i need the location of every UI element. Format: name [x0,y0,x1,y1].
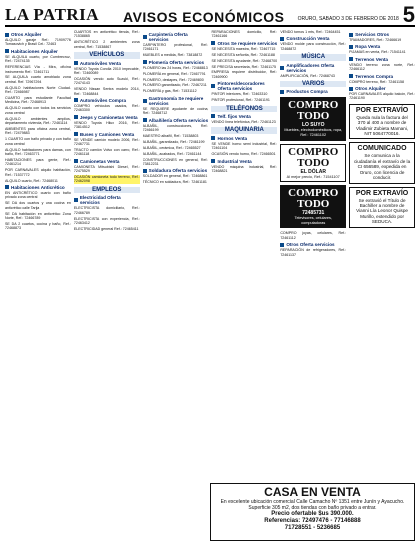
ad-columns [5,30,415,544]
classified-ad: AMBIENTES para oficina zona central, Ref.: 72479883 [5,127,71,136]
category-heading: Terrenos Compra [349,74,415,79]
square-icon [5,49,9,53]
square-icon [74,98,78,102]
category-heading: Automóviles Compra [74,98,140,103]
section-title: AVISOS ECONÓMICOS [123,9,285,25]
classified-ad: COMPRO vehículos usados, Ref.: 72463300 [73,103,140,113]
classified-ad: PINTOR interiores, Ref.: 72463310 [211,92,268,97]
classified-ad: CONSTRUCCIONES en general, Ref.: 73812231 [142,157,209,166]
classified-ad: REFERENCIAS Vía - Mira, oficina instrumento Ref.: 72461711 [5,65,71,74]
classified-ad: AMPLIFICACIÓN, Ref.: 72468743 [280,73,335,78]
classified-ad: SE NECESITA maestra, Ref.: 72467715 [211,46,276,51]
category-heading: Habitaciones Anticrético [5,185,71,190]
classified-ad: VENDO molde para construcción, Ref.: 72468872 [280,42,347,51]
square-icon [211,136,215,140]
classified-ad: SE VENDE horno semi industrial, Ref.: 72461104 [211,141,278,151]
notice-box-comunicado: COMUNICADO Se comunica a la ciudadanía el extravío de la CI 656589, expedida en Oruro, con licencia de conducir. [349,142,415,183]
square-icon [349,74,353,78]
category-heading: Camionetas Venta [74,159,140,164]
square-icon [74,159,78,163]
classified-ad: TRACTO camión Volvo con carro, Ref.: 72461118 [73,147,140,157]
section-banner-maquinaria: MAQUINARIA [211,127,277,133]
square-icon [5,33,9,37]
section-banner-telefonos: TELÉFONOS [211,106,277,112]
classified-ad: HABITACIONES para gente, Ref.: 72461214 [5,157,71,167]
section-banner-vehiculos: VEHÍCULOS [74,52,140,58]
category-heading: Servicios Otros [349,32,415,37]
category-heading: Productos Compra [280,89,346,94]
classified-ad: SE REQUIERE ayudante de cocina, Ref.: 72468712 [142,106,209,116]
classified-ad: TRAMADORES, Ref.: 72466619 [349,38,402,42]
square-icon [211,114,215,118]
category-heading: Automóviles Venta [74,61,140,66]
display-ad-casa-en-venta: CASA EN VENTA En excelente ubicación comercial Calle Camacho Nº 1351 entre Junín y Ayacucho. Superficie 305 m2, dos tiendas con baño privado a entrar. Precio ofertable $us 390.000. Referencias: 72497476 - 77146888 71728551 - 5236685 [210,483,415,541]
square-icon [211,41,215,45]
classified-ad: ALQUILO ambientes amplios, departamento vivienda, Ref.: 72461114 [5,116,71,126]
square-icon [211,84,215,88]
classified-ad: ALQUILO garaje Ref.: 71909776 Tomasovich y Brasil Cel.: 72463 [5,38,71,47]
category-heading: Ropa Venta [349,44,415,49]
square-icon [5,185,9,189]
category-heading: Soldadura Oferta servicios [143,168,209,173]
category-heading: Pintores/decoradores Oferta servicios [211,81,277,91]
classified-ad: SE ALQUILA cuarto, por Cumbrecruz, Ref.: 72474135 [5,54,71,64]
classified-ad: SE VENDE camión modelo 2006, Ref.: 72467731 [73,137,140,146]
category-heading: Habitaciones Alquiler [5,49,71,54]
classified-ad: PLOMERO las 24 horas, Ref.: 72468813 [142,65,208,70]
section-banner-musica: MÚSICA [280,54,346,60]
column-1 [5,30,71,544]
page-number: 5 [402,2,415,27]
classified-ad: ALBAÑIL, cerámica, Ref.: 72465527 [142,145,201,150]
square-icon [143,99,147,103]
classified-ad: MAESTRO albañil, Ref.: 71538803 [142,133,199,138]
square-icon [280,243,284,247]
classified-ad: VENDO Toyota Corolla 2010 impecable, Ref.: 72460089 [73,66,140,75]
classified-ad: VENDO terreno zona norte, Ref.: 72466112 [349,62,415,72]
classified-ad: VENDO tornos 1 mts, Ref.: 72464451 [280,30,341,34]
classified-ad: SE DA habitación en anticrético Zona Norte, Ref.: 72466789 [5,211,71,220]
classified-ad: SE DA dos cuartos y una cocina en anticrético calle Tarija [5,201,71,210]
classified-ad: POR CARNAVALES alquilo habitación, Ref.: 71537772 [5,168,71,177]
classified-ad: SE NECESITA señorita, Ref.: 72461188 [211,52,275,57]
notice-box-extravio-factura: POR EXTRAVÍO Queda nula la factura del 370 al 400 a nombre de Vladimir Zubieta Mamani, NIT 5064770016. [349,104,415,140]
classified-ad: TÉCNICO en soldadura, Ref.: 72461181 [142,180,207,185]
page-date: ORURO, SABADO 3 DE FEBRERO DE 2018 [297,16,399,22]
classified-ad: VENDO Toyota Hilux 2016, Ref.: 73814512 [73,120,140,130]
category-heading: Telf. fijos Venta [211,114,277,119]
classified-ad: VENDO línea telefónica, Ref.: 72461123 [211,119,276,124]
classified-ad: ALQUILO habitaciones Norte Ciudad. Ref.: 72466987 [5,85,71,95]
classified-ad: ALQUILO cuarto, Ref.: 72468011 [5,178,58,183]
classified-ad: SOLDADOR en general, Ref.: 72468861 [142,174,208,179]
classified-ad: EN ANTICRÉTICO cuarto con baño privado zona central [5,190,71,200]
category-heading: Albañilería Oferta servicios [143,118,209,123]
category-heading: Hornos Venta [211,136,277,141]
category-heading: Electricidad Oferta servicios [74,195,140,205]
classified-ad: VENDO máquina industrial, Ref.: 72468821 [211,164,278,173]
highlighted-ad: OCASIÓN camioneta todo terreno, Ref.: 72462098 [73,175,140,184]
category-heading: Jeeps y Camionetas Venta [74,115,140,120]
classified-ad: CUARTOS en anticrético tienda, Ref.: 71538865 [73,30,140,39]
square-icon [143,169,147,173]
classified-ad: REPARACIÓN de refrigeradores, Ref.: 72461137 [280,248,347,257]
category-heading: Plomería Oferta servicios [143,60,209,65]
classified-ad: ALBAÑIL, construcciones, Ref.: 72466199 [142,123,209,132]
category-heading: Buses y Camiones Venta [74,132,140,137]
newspaper-name: LA PATRIA [5,5,100,24]
category-heading: Otros Oferta servicios [280,242,346,247]
column-6 [349,30,415,544]
classified-ad: EMPRESA requiere distribuidor, Ref.: 72469900 [211,70,278,79]
classified-ad: MUEBLES a medida, Ref.: 73818872 [142,53,203,58]
classified-ad: ALBAÑIL, garantizado, Ref.: 72461199 [142,139,205,144]
classified-ad: ALQUILO habitaciones para damas, con baño, Ref.: 72463771 [5,147,71,157]
category-heading: Otros Alquiler [5,32,71,37]
classified-ad: SE PRECISA secretaria, Ref.: 72461175 [211,64,276,69]
classified-ad: ELECTRICIDAD general Ref.: 72465411 [73,226,139,231]
classified-ad: PLOMERO garantizado, Ref.: 72467211 [142,83,207,88]
classified-ad: 1 CUARTO con baño privado y con baño zona central [5,137,71,146]
section-banner-varios: VARIOS [280,81,346,87]
display-ad-compro-dolar: COMPRO TODO EL DÓLAR Al mejor precio, Ref.: 71541107 [280,144,346,183]
classified-ad: SE ALQUILA cuarto amoblado zona central. Ref. 72967294 [5,75,71,84]
category-heading: Terrenos Venta [349,57,415,62]
column-5 [280,30,346,544]
category-heading: Construcción Venta [280,36,346,41]
classified-ad: ALBAÑIL, acabados, Ref.: 72461144 [142,151,202,156]
classified-ad: ALQUILO cuarto con todos los servicios zona central [5,106,71,115]
square-icon [349,87,353,91]
display-ad-compro-todo: COMPRO TODO LO SUYO Muebles, electrodomésticos, ropa, Ref.: 72461102 [280,97,346,140]
classified-ad: ELECTRICISTA con experiencia, Ref.: 72463412 [73,216,140,225]
classified-ad: CUARTO para estudiante Facultad Medicina, Ref.: 72468913 [5,96,71,105]
classified-ad: SE NECESITA ayudante, Ref.: 72468700 [211,58,278,63]
section-banner-empleos: EMPLEOS [74,187,140,193]
square-icon [143,118,147,122]
classified-ad: OCASIÓN vendo auto Suzuki, Ref.: 72474143 [73,76,140,86]
column-4 [211,30,277,544]
classified-ad: PLOMERÍA en general, Ref.: 72467791 [142,71,206,76]
square-icon [143,35,147,39]
square-icon [74,61,78,65]
column-2 [74,30,140,544]
classified-ad: SE DA 2 cuartos, cocina y baño, Ref.: 72468873 [5,221,71,231]
square-icon [74,198,78,202]
category-heading: Gastronomía Se requiere servicios [143,96,209,106]
classified-ad: ELECTRICISTA domiciliario, Ref.: 72466789 [73,206,140,215]
square-icon [74,132,78,136]
column-3 [143,30,209,544]
square-icon [349,57,353,61]
classified-ad: PIJAMAS en venta, Ref.: 71541141 [349,50,406,55]
classified-ad: REPARACIONES domicilio, Ref.: 72461166 [211,30,278,39]
notice-box-extravio-titulo: POR EXTRAVÍO Se extravió el Título de Bachiller a nombre de Vianni Lía Leonor Quispe Murillo, extendido por SEDUCA. [349,187,415,228]
classified-ad: COMPRO terreno, Ref.: 72461158 [349,79,405,84]
square-icon [280,66,284,70]
classified-ad: VENDO Nissan Sentra modelo 2014, Ref.: 72468844 [73,87,140,96]
classified-ad: CAMIONETA Mitsubishi Diesel, Ref.: 72475529 [73,164,140,174]
classified-ad: CARPINTERO profesional, Ref.: 72461171 [142,43,209,52]
category-heading: Otros Alquiler [349,86,415,91]
square-icon [211,159,215,163]
classified-ad: OCASIÓN vendo horno, Ref.: 72466501 [211,152,276,157]
square-icon [280,37,284,41]
category-heading: Carpintería Oferta servicios [143,32,209,42]
classified-ad: PLOMERO, destapes, Ref.: 72469800 [142,77,204,82]
category-heading: Otros Se requiere servicios [211,41,277,46]
square-icon [143,60,147,64]
category-heading: Industrial Venta [211,159,277,164]
square-icon [349,45,353,49]
classified-ad: PINTOR profesional, Ref.: 72461191 [211,98,270,103]
square-icon [74,115,78,119]
page-header [5,3,415,27]
display-ad-compro-tecnologia: COMPRO TODO 72485731 Televisores, celulares, computadoras [280,185,346,228]
classified-ad: ANTICRÉTICO 2 ambientes zona central, Ref.: 71538867 [73,40,140,49]
classified-ad: COMPRO joyas, celulares, Ref.: 72461112 [280,231,347,240]
classified-ad: PLOMERÍA y gas, Ref.: 71531112 [142,89,197,94]
square-icon [280,90,284,94]
category-heading: Amplificadores Oferta servicios [280,63,346,73]
classified-ad: POR CARNAVALES alquilo balcón, Ref.: 72461190 [349,92,415,101]
square-icon [349,33,353,37]
